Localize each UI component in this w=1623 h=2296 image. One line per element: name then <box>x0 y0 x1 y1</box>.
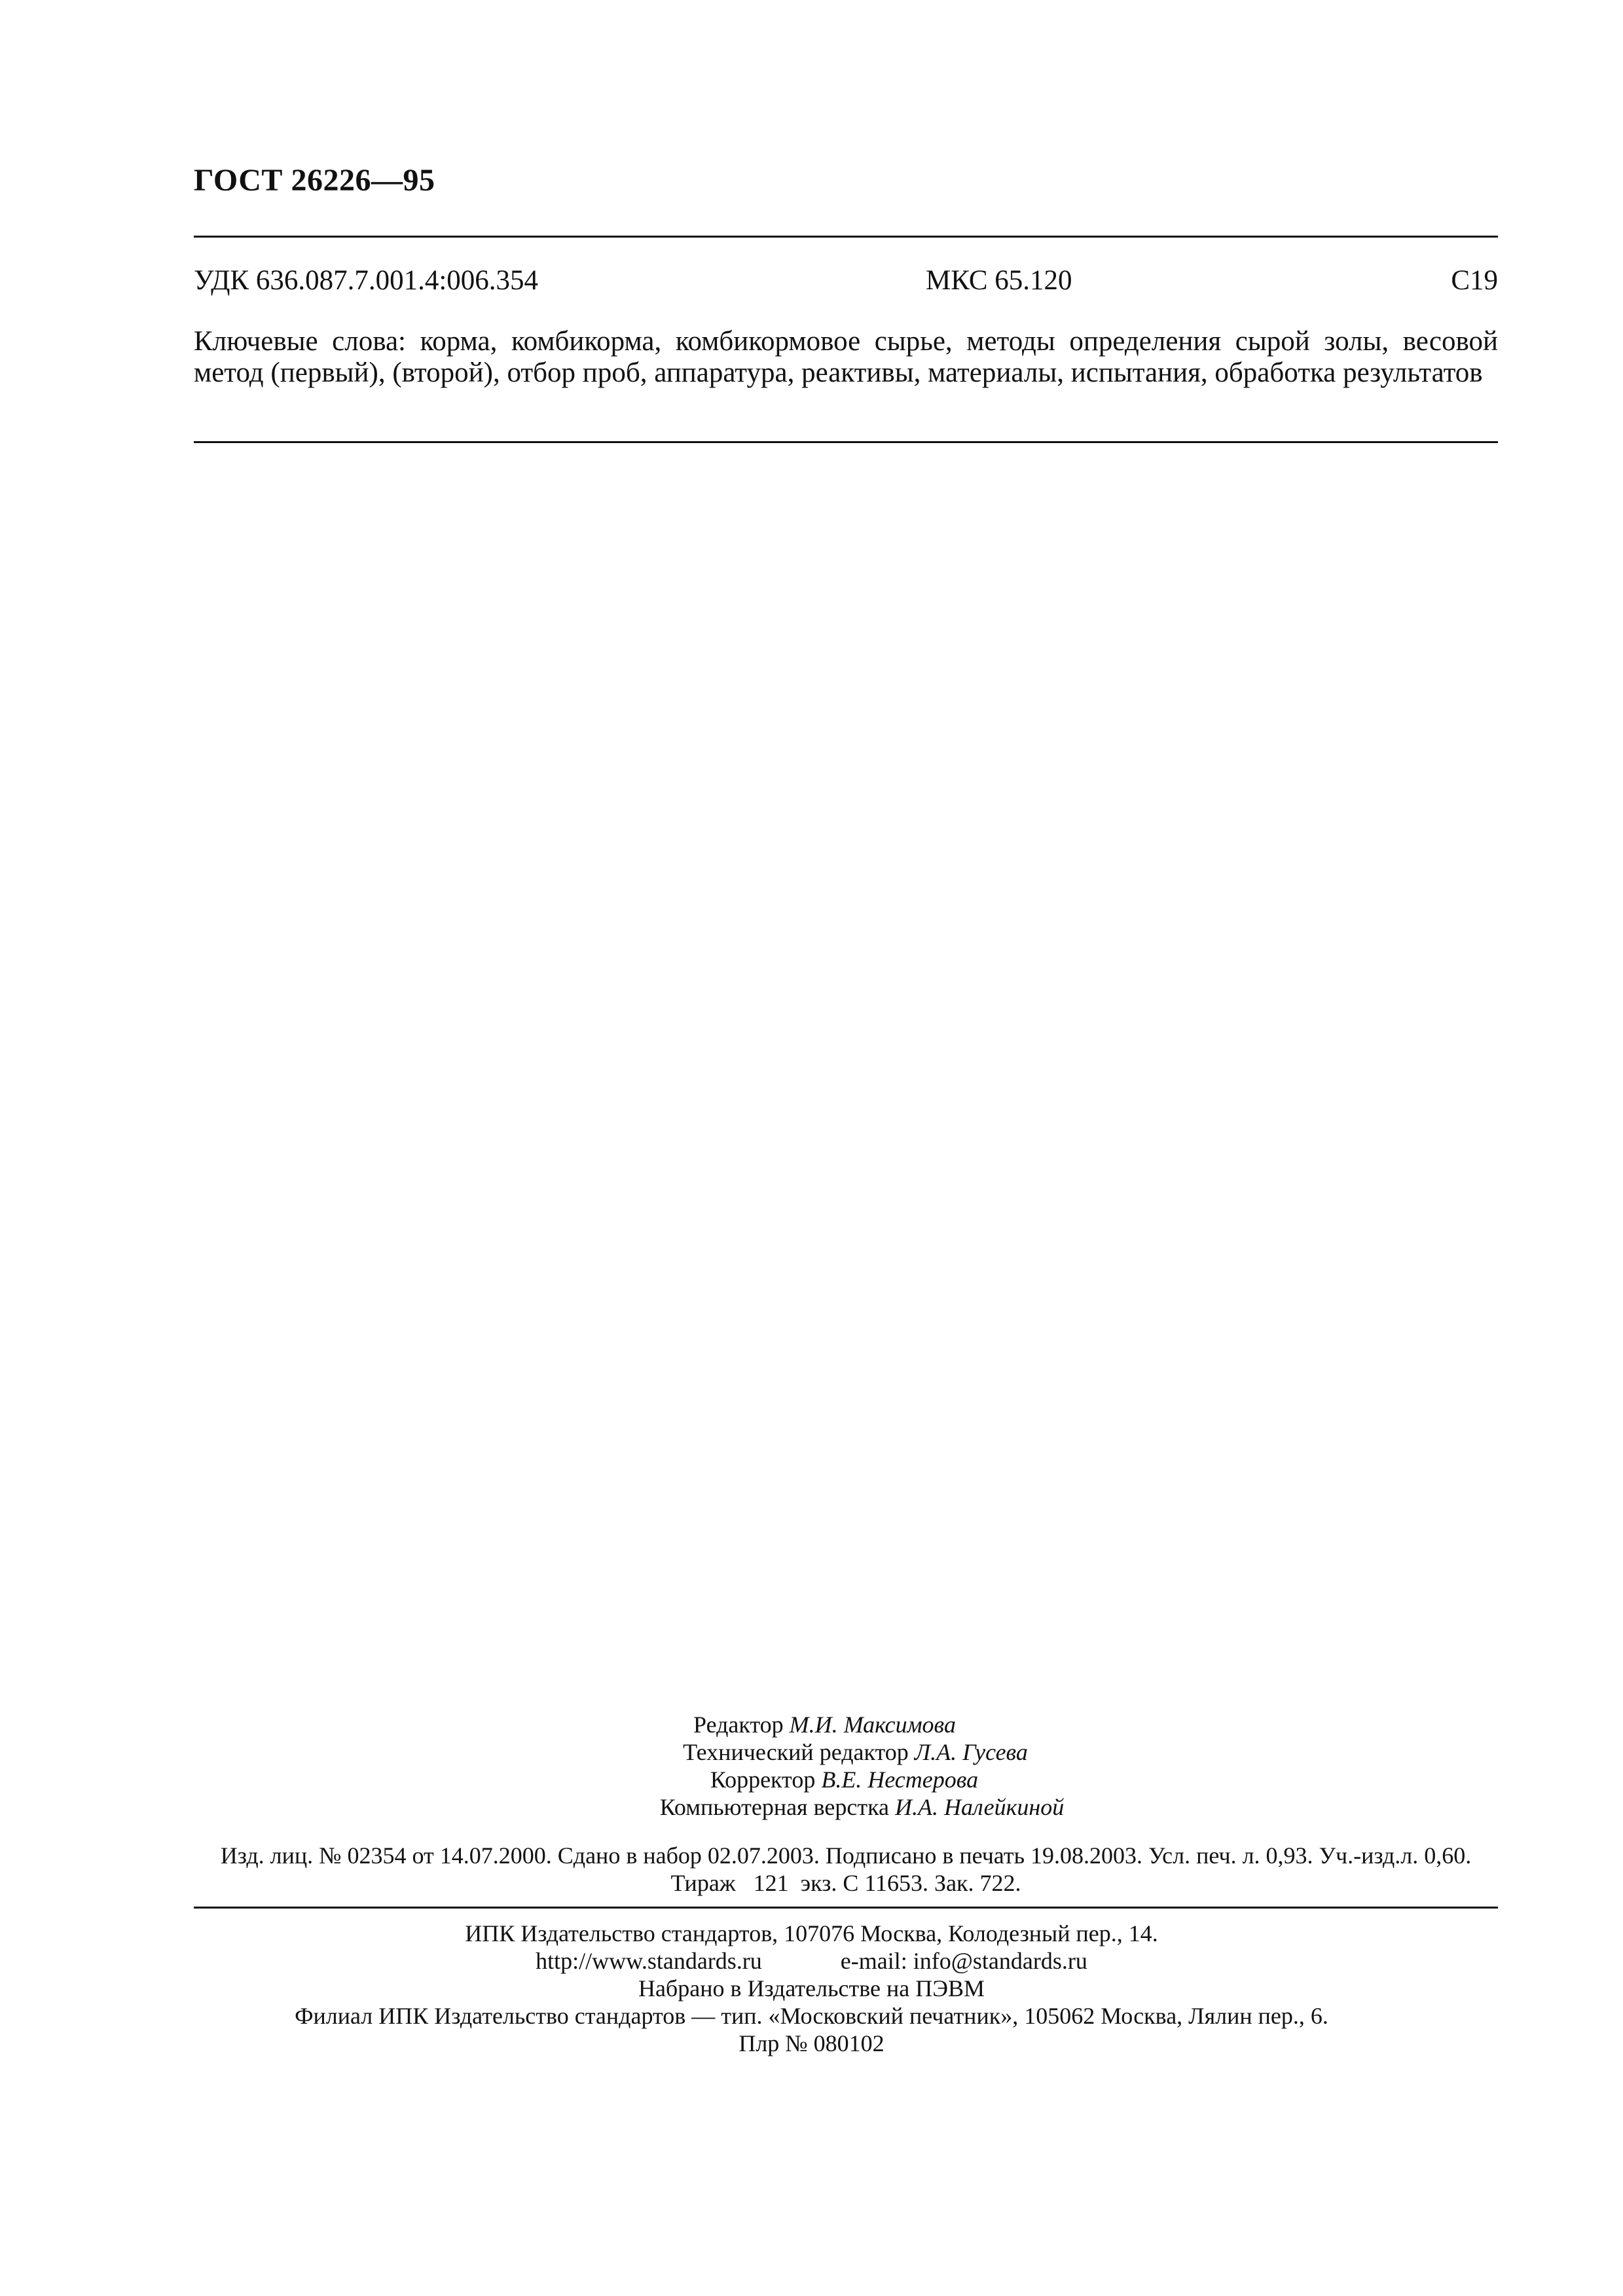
classification-row <box>194 264 1498 304</box>
keywords-paragraph: Ключевые слова: корма, комбикорма, комбикормовое сырье, методы определения сырой золы, весовой метод (первый), (второй), отбор проб, аппаратура, реактивы, материалы, испытания, обработка результатов <box>194 326 1498 388</box>
editorial-credits <box>0 1711 1623 1821</box>
credit-role: Корректор <box>710 1767 816 1793</box>
credit-role: Технический редактор <box>683 1739 909 1765</box>
credit-editor <box>0 1711 1623 1738</box>
credit-name: И.А. Налейкиной <box>895 1794 1065 1820</box>
credit-role: Компьютерная верстка <box>659 1794 890 1820</box>
publisher-license: Плр № 080102 <box>739 2030 884 2056</box>
publisher-divider <box>194 1907 1498 1909</box>
publisher-email: e-mail: info@standards.ru <box>840 1948 1087 1974</box>
mks-code: МКС 65.120 <box>926 265 1072 296</box>
udk-code: УДК 636.087.7.001.4:006.354 <box>194 265 539 296</box>
okstu-code: С19 <box>1451 265 1498 296</box>
credit-proofreader <box>0 1766 1623 1793</box>
credit-technical-editor <box>0 1738 1623 1766</box>
credit-name: Л.А. Гусева <box>914 1739 1028 1765</box>
publisher-address: ИПК Издательство стандартов, 107076 Москва, Колодезный пер., 14. <box>465 1920 1158 1946</box>
credit-role: Редактор <box>693 1712 784 1738</box>
print-info-line-2: Тираж 121 экз. С 11653. Зак. 722. <box>670 1870 1021 1896</box>
publisher-typeset-note: Набрано в Издательстве на ПЭВМ <box>638 1975 985 2001</box>
top-divider <box>194 236 1498 238</box>
credit-layout <box>0 1793 1623 1821</box>
credit-name: В.Е. Нестерова <box>821 1767 979 1793</box>
print-info-line-1: Изд. лиц. № 02354 от 14.07.2000. Сдано в набор 02.07.2003. Подписано в печать 19.08.2003. Усл. печ. л. 0,93. Уч.-изд.л. 0,60. <box>220 1842 1472 1869</box>
publisher-contacts <box>0 1947 1623 1975</box>
publisher-website: http://www.standards.ru <box>536 1948 762 1974</box>
print-information <box>194 1842 1498 1897</box>
document-code: ГОСТ 26226—95 <box>194 163 435 198</box>
keywords-divider <box>194 441 1498 443</box>
credit-name: М.И. Максимова <box>789 1712 956 1738</box>
publisher-branch: Филиал ИПК Издательство стандартов — тип. «Московский печатник», 105062 Москва, Лялин пер., 6. <box>295 2003 1328 2029</box>
publisher-block <box>0 1920 1623 2057</box>
